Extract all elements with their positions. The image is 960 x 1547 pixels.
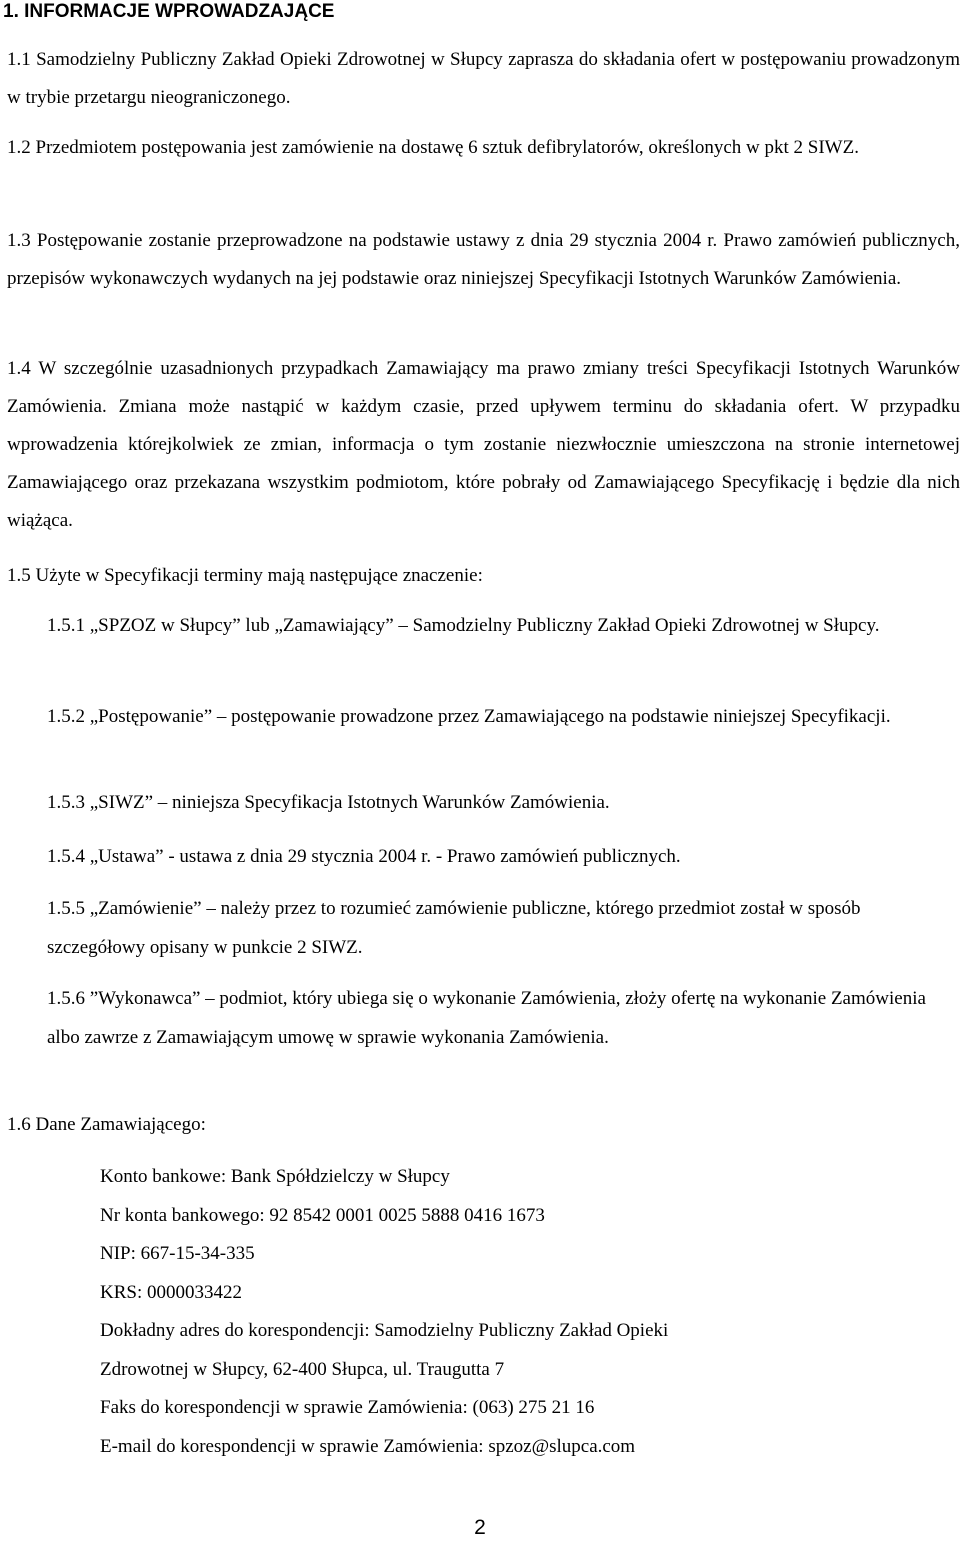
definition-1-5-1: 1.5.1 „SPZOZ w Słupcy” lub „Zamawiający” – Samodzielny Publiczny Zakład Opieki Zdrowotnej w Słupcy. [47, 615, 880, 636]
detail-email: E-mail do korespondencji w sprawie Zamówienia: spzoz@slupca.com [100, 1435, 636, 1457]
detail-nip: NIP: 667-15-34-335 [100, 1243, 255, 1264]
detail-fax: Faks do korespondencji w sprawie Zamówienia: (063) 275 21 16 [100, 1397, 595, 1418]
paragraph-1-4: 1.4 W szczególnie uzasadnionych przypadkach Zamawiający ma prawo zmiany treści Specyfikacji Istotnych Warunków Zamówienia. Zmiana może nastąpić w każdym czasie, przed upływem terminu do składania ofert. W przypadku wprowadzenia którejkolwiek ze zmian, informacja o tym zostanie niezwłocznie umieszczona na stronie internetowej Zamawiającego oraz przekazana wszystkim podmiotom, które pobrały od Zamawiającego Specyfikację i będzie dla nich wiążąca. [7, 358, 960, 531]
definition-1-5-5: 1.5.5 „Zamówienie” – należy przez to rozumieć zamówienie publiczne, którego przedmiot został w sposób szczegółowy opisany w punkcie 2 SIWZ. [47, 898, 861, 958]
paragraph-1-2: 1.2 Przedmiotem postępowania jest zamówienie na dostawę 6 sztuk defibrylatorów, określonych w pkt 2 SIWZ. [7, 137, 859, 158]
paragraph-1-6: 1.6 Dane Zamawiającego: [7, 1114, 206, 1135]
page-number: 2 [474, 1516, 486, 1539]
definition-1-5-4: 1.5.4 „Ustawa” - ustawa z dnia 29 stycznia 2004 r. - Prawo zamówień publicznych. [47, 846, 681, 867]
paragraph-1-1: 1.1 Samodzielny Publiczny Zakład Opieki Zdrowotnej w Słupcy zaprasza do składania ofert w postępowaniu prowadzonym w trybie przetargu nieograniczonego. [7, 49, 960, 108]
detail-bank-account: Konto bankowe: Bank Spółdzielczy w Słupcy [100, 1166, 450, 1187]
definition-1-5-6: 1.5.6 ”Wykonawca” – podmiot, który ubiega się o wykonanie Zamówienia, złoży ofertę na wykonanie Zamówienia albo zawrze z Zamawiającym umowę w sprawie wykonania Zamówienia. [47, 988, 926, 1048]
detail-address-line-1: Dokładny adres do korespondencji: Samodzielny Publiczny Zakład Opieki [100, 1320, 669, 1341]
detail-account-number: Nr konta bankowego: 92 8542 0001 0025 5888 0416 1673 [100, 1204, 545, 1226]
detail-krs: KRS: 0000033422 [100, 1281, 242, 1303]
contractor-details-list [100, 1158, 960, 1466]
detail-address-line-2: Zdrowotnej w Słupcy, 62-400 Słupca, ul. Traugutta 7 [100, 1358, 505, 1380]
paragraph-1-3: 1.3 Postępowanie zostanie przeprowadzone na podstawie ustawy z dnia 29 stycznia 2004 r. Prawo zamówień publicznych, przepisów wykonawczych wydanych na jej podstawie oraz niniejszej Specyfikacji Istotnych Warunków Zamówienia. [7, 230, 960, 289]
section-heading: 1. INFORMACJE WPROWADZAJĄCE [3, 1, 335, 22]
paragraph-1-5: 1.5 Użyte w Specyfikacji terminy mają następujące znaczenie: [7, 565, 483, 586]
definition-1-5-2: 1.5.2 „Postępowanie” – postępowanie prowadzone przez Zamawiającego na podstawie niniejszej Specyfikacji. [47, 706, 891, 727]
definition-1-5-3: 1.5.3 „SIWZ” – niniejsza Specyfikacja Istotnych Warunków Zamówienia. [47, 792, 610, 813]
